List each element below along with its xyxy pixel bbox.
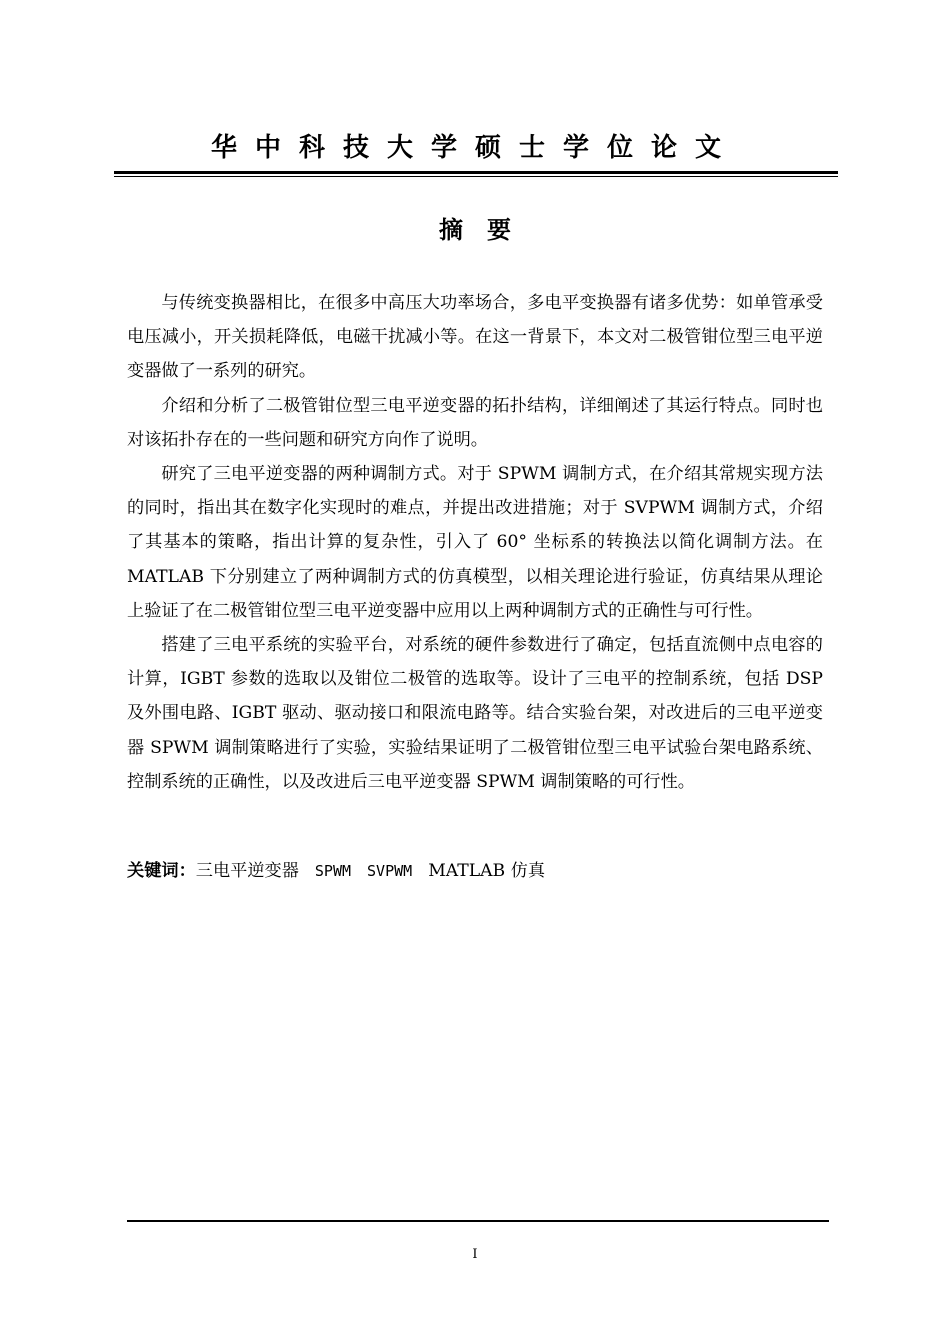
abstract-heading: 摘要 [439, 216, 535, 244]
keyword-item: SVPWM [367, 862, 413, 880]
thesis-header-title: 华中科技大学硕士学位论文 [210, 133, 739, 163]
header-rule-thin [114, 176, 838, 177]
abstract-paragraph-2: 介绍和分析了二极管钳位型三电平逆变器的拓扑结构，详细阐述了其运行特点。同时也对该拓扑存在的一些问题和研究方向作了说明。 [127, 395, 823, 450]
abstract-body [127, 286, 823, 799]
abstract-paragraph-3: 研究了三电平逆变器的两种调制方式。对于 SPWM 调制方式，在介绍其常规实现方法的同时，指出其在数字化实现时的难点，并提出改进措施；对于 SVPWM 调制方式，介绍了其基本的策略，指出计算的复杂性，引入了 60° 坐标系的转换法以简化调制方法。在 MATLAB 下分别建立了两种调制方式的仿真模型，以相关理论进行验证，仿真结果从理论上验证了在二极管钳位型三电平逆变器中应用以上两种调制方式的正确性与可行性。 [127, 464, 823, 621]
header-rule-thick [114, 171, 838, 174]
footer-rule [127, 1220, 829, 1222]
abstract-paragraph-1: 与传统变换器相比，在很多中高压大功率场合，多电平变换器有诸多优势：如单管承受电压减小，开关损耗降低，电磁干扰减小等。在这一背景下，本文对二极管钳位型三电平逆变器做了一系列的研究。 [127, 293, 823, 382]
keyword-item: MATLAB 仿真 [428, 861, 546, 881]
keyword-item: SPWM [314, 862, 352, 880]
keywords-line [127, 856, 823, 886]
page-number: I [472, 1247, 478, 1262]
abstract-paragraph-4: 搭建了三电平系统的实验平台，对系统的硬件参数进行了确定，包括直流侧中点电容的计算，IGBT 参数的选取以及钳位二极管的选取等。设计了三电平的控制系统，包括 DSP 及外围电路、IGBT 驱动、驱动接口和限流电路等。结合实验台架，对改进后的三电平逆变器 SPWM 调制策略进行了实验，实验结果证明了二极管钳位型三电平试验台架电路系统、控制系统的正确性，以及改进后三电平逆变器 SPWM 调制策略的可行性。 [127, 635, 823, 792]
keyword-item: 三电平逆变器 [195, 861, 299, 881]
keywords-label: 关键词： [127, 861, 196, 881]
